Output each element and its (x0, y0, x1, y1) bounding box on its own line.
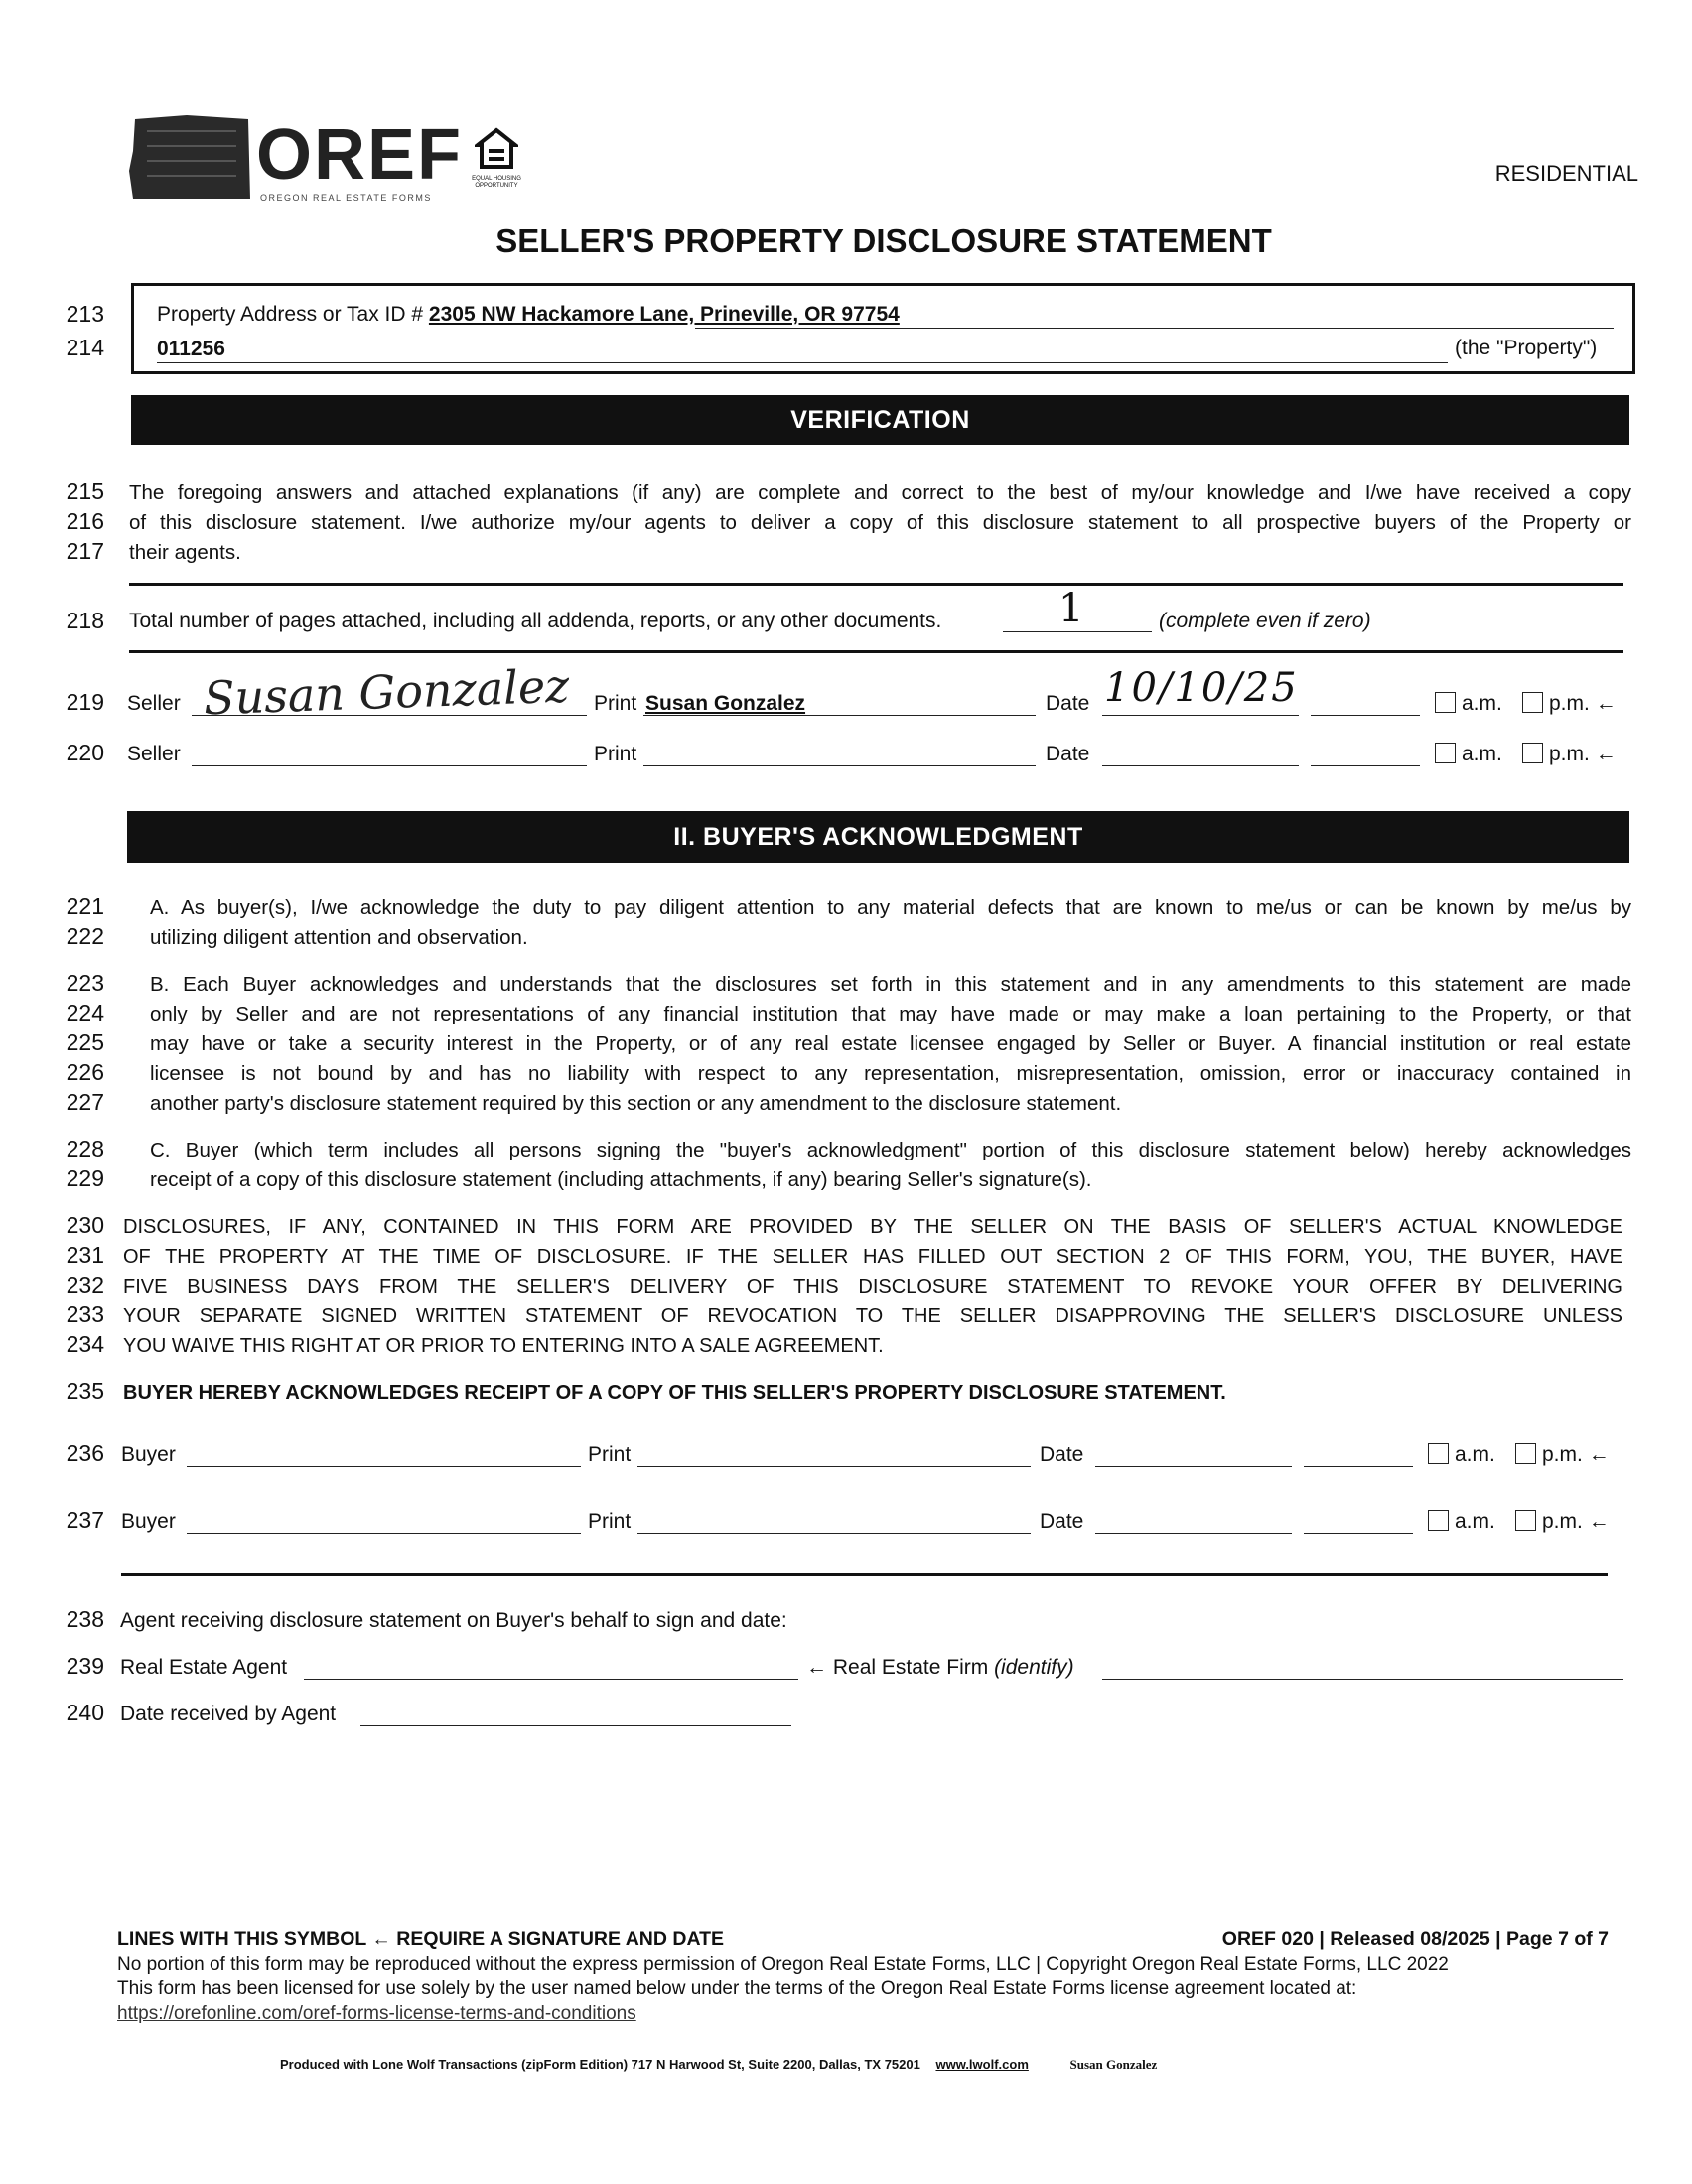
divider (121, 1573, 1608, 1576)
seller-label: Seller (127, 743, 181, 765)
property-suffix: (the "Property") (1455, 337, 1598, 359)
pages-note: (complete even if zero) (1159, 610, 1371, 632)
disclosure-caps-text: FIVE BUSINESS DAYS FROM THE SELLER'S DELIVERY OF THIS DISCLOSURE STATEMENT TO REVOKE YOUR OFFER BY DELIVERING (123, 1276, 1622, 1297)
seller-print-value[interactable]: Susan Gonzalez (645, 692, 806, 715)
line-number: 213 (66, 301, 104, 327)
line-number: 220 (66, 740, 104, 765)
property-tax-id[interactable]: 011256 (157, 338, 225, 360)
arrow-icon: ← (806, 1656, 827, 1679)
verification-text: The foregoing answers and attached explanations (if any) are complete and correct to the best of my/our knowledge and I/we have received a copy (129, 481, 1631, 504)
pm-checkbox[interactable]: p.m. ← (1522, 743, 1617, 766)
line-number: 217 (66, 538, 104, 564)
footer-form-id: OREF 020 | Released 08/2025 | Page 7 of 7 (1221, 1928, 1609, 1950)
line-number: 222 (66, 923, 104, 949)
para-a-text: A. As buyer(s), I/we acknowledge the duty to pay diligent attention to any material defects that are known to me/us or can be known by me/us by (150, 896, 1631, 919)
line-number: 229 (66, 1165, 104, 1191)
footer-symbol-note: LINES WITH THIS SYMBOL ← REQUIRE A SIGNATURE AND DATE (117, 1928, 725, 1950)
line-number: 240 (66, 1700, 104, 1725)
logo-subtext: OREGON REAL ESTATE FORMS (260, 193, 432, 203)
property-label: Property Address or Tax ID # 2305 NW Hackamore Lane, Prineville, OR 97754 (157, 303, 900, 326)
footer-copyright: No portion of this form may be reproduced without the express permission of Oregon Real Estate Forms, LLC | Copyright Oregon Real Estate Forms, LLC 2022 (117, 1954, 1449, 1975)
line-number: 214 (66, 335, 104, 360)
am-checkbox[interactable]: a.m. (1435, 743, 1502, 766)
checkbox-icon (1428, 1443, 1449, 1464)
page-title: SELLER'S PROPERTY DISCLOSURE STATEMENT (495, 222, 1272, 259)
line-number: 235 (66, 1378, 104, 1404)
seller-signature: Susan Gonzalez (203, 658, 571, 726)
logo-wordmark: OREF (256, 115, 464, 195)
am-checkbox[interactable]: a.m. (1428, 1443, 1495, 1467)
checkbox-icon (1428, 1510, 1449, 1531)
divider (129, 583, 1623, 586)
buyer-label: Buyer (121, 1510, 176, 1533)
arrow-icon: ← (1595, 692, 1617, 715)
footer-licensee: Susan Gonzalez (1069, 2057, 1158, 2072)
line-number: 238 (66, 1606, 104, 1632)
equal-housing-text: EQUAL HOUSING OPPORTUNITY (472, 176, 521, 189)
buyer-label: Buyer (121, 1443, 176, 1466)
seller-time-field[interactable] (1311, 715, 1420, 716)
line-number: 226 (66, 1059, 104, 1085)
buyer-signature-field[interactable] (187, 1466, 581, 1467)
seller-date-field[interactable] (1102, 715, 1299, 716)
line-number: 237 (66, 1507, 104, 1533)
line-number: 216 (66, 508, 104, 534)
disclosure-caps-text: YOUR SEPARATE SIGNED WRITTEN STATEMENT OF REVOCATION TO THE SELLER DISAPPROVING THE SELLER'S DISCLOSURE UNLESS (123, 1305, 1622, 1327)
para-c-text: receipt of a copy of this disclosure statement (including attachments, if any) bearing Seller's signature(s). (150, 1168, 1092, 1191)
buyer-time-field[interactable] (1304, 1466, 1413, 1467)
print-label: Print (594, 692, 637, 715)
pages-label: Total number of pages attached, including all addenda, reports, or any other documents. (129, 610, 942, 632)
seller-time-field[interactable] (1311, 765, 1420, 766)
agent-intro: Agent receiving disclosure statement on Buyer's behalf to sign and date: (120, 1609, 787, 1632)
print-label: Print (588, 1510, 632, 1533)
arrow-icon: ← (1588, 1443, 1610, 1466)
line-number: 231 (66, 1242, 104, 1268)
pages-field[interactable] (1003, 631, 1152, 632)
footer-produced-link[interactable]: www.lwolf.com (935, 2057, 1029, 2072)
checkbox-icon (1435, 743, 1456, 763)
line-number: 228 (66, 1136, 104, 1161)
footer-produced-by: Produced with Lone Wolf Transactions (zipForm Edition) 717 N Harwood St, Suite 2200, Dallas, TX 75201 www.lwolf.com Susan Gonzalez (280, 2057, 1158, 2072)
line-number: 221 (66, 893, 104, 919)
arrow-icon: ← (1595, 743, 1617, 765)
agent-date-label: Date received by Agent (120, 1703, 337, 1725)
print-label: Print (588, 1443, 632, 1466)
receipt-text: BUYER HEREBY ACKNOWLEDGES RECEIPT OF A COPY OF THIS SELLER'S PROPERTY DISCLOSURE STATEMENT. (123, 1382, 1226, 1404)
buyer-date-field[interactable] (1095, 1533, 1292, 1534)
seller-print-field[interactable] (643, 765, 1036, 766)
line-number: 234 (66, 1331, 104, 1357)
equal-housing-icon (475, 127, 518, 171)
disclosure-caps-text: DISCLOSURES, IF ANY, CONTAINED IN THIS FORM ARE PROVIDED BY THE SELLER ON THE BASIS OF SELLER'S ACTUAL KNOWLEDGE (123, 1216, 1622, 1238)
equal-housing-logo (467, 127, 526, 190)
tax-id-underline (157, 362, 1448, 363)
divider (129, 650, 1623, 653)
date-label: Date (1040, 1443, 1084, 1466)
pm-checkbox[interactable]: p.m. ← (1522, 692, 1617, 716)
form-type: RESIDENTIAL (1494, 161, 1638, 186)
footer-license-link[interactable]: https://orefonline.com/oref-forms-license-terms-and-conditions (117, 2003, 636, 2024)
line-number: 215 (66, 478, 104, 504)
am-checkbox[interactable]: a.m. (1428, 1510, 1495, 1534)
para-b-text: only by Seller and are not representations of any financial institution that may have made or may make a loan pertaining to the Property, or that (150, 1003, 1631, 1025)
pages-value[interactable]: 1 (1058, 586, 1084, 631)
date-label: Date (1046, 692, 1090, 715)
para-c-text: C. Buyer (which term includes all persons signing the "buyer's acknowledgment" portion of this disclosure statement below) hereby acknowledges (150, 1139, 1631, 1161)
buyer-signature-field[interactable] (187, 1533, 581, 1534)
seller-date-field[interactable] (1102, 765, 1299, 766)
line-number: 236 (66, 1440, 104, 1466)
property-box (131, 283, 1635, 374)
para-b-text: another party's disclosure statement required by this section or any amendment to the disclosure statement. (150, 1092, 1122, 1115)
line-number: 225 (66, 1029, 104, 1055)
pm-checkbox[interactable]: p.m. ← (1515, 1510, 1610, 1534)
verification-text: their agents. (129, 541, 241, 564)
seller-date-value[interactable]: 10/10/25 (1104, 665, 1299, 711)
para-b-text: B. Each Buyer acknowledges and understands that the disclosures set forth in this statement and in any amendments to this statement are made (150, 973, 1631, 996)
verification-text: of this disclosure statement. I/we authorize my/our agents to deliver a copy of this disclosure statement to all prospective buyers of the Property or (129, 511, 1631, 534)
address-underline (695, 328, 1614, 329)
buyer-print-field[interactable] (637, 1533, 1031, 1534)
seller-label: Seller (127, 692, 181, 715)
firm-label: ← Real Estate Firm (identify) (806, 1656, 1074, 1679)
para-b-text: licensee is not bound by and has no liability with respect to any representation, misrepresentation, omission, error or inaccuracy contained in (150, 1062, 1631, 1085)
checkbox-icon (1515, 1510, 1536, 1531)
checkbox-icon (1522, 692, 1543, 713)
buyer-ack-heading: II. BUYER'S ACKNOWLEDGMENT (127, 811, 1629, 863)
line-number: 233 (66, 1301, 104, 1327)
buyer-date-field[interactable] (1095, 1466, 1292, 1467)
property-address[interactable]: 2305 NW Hackamore Lane, Prineville, OR 97754 (428, 303, 900, 326)
verification-heading: VERIFICATION (131, 395, 1629, 445)
date-label: Date (1040, 1510, 1084, 1533)
checkbox-icon (1522, 743, 1543, 763)
disclosure-caps-text: YOU WAIVE THIS RIGHT AT OR PRIOR TO ENTERING INTO A SALE AGREEMENT. (123, 1335, 884, 1357)
disclosure-caps-text: OF THE PROPERTY AT THE TIME OF DISCLOSURE. IF THE SELLER HAS FILLED OUT SECTION 2 OF THIS FORM, YOU, THE BUYER, HAVE (123, 1246, 1622, 1268)
line-number: 218 (66, 608, 104, 633)
checkbox-icon (1435, 692, 1456, 713)
buyer-time-field[interactable] (1304, 1533, 1413, 1534)
line-number: 223 (66, 970, 104, 996)
pm-checkbox[interactable]: p.m. ← (1515, 1443, 1610, 1467)
line-number: 230 (66, 1212, 104, 1238)
para-a-text: utilizing diligent attention and observation. (150, 926, 528, 949)
am-checkbox[interactable]: a.m. (1435, 692, 1502, 716)
buyer-print-field[interactable] (637, 1466, 1031, 1467)
agent-signature-field[interactable] (304, 1679, 798, 1680)
line-number: 232 (66, 1272, 104, 1297)
footer-license: This form has been licensed for use solely by the user named below under the terms of the Oregon Real Estate Forms license agreement located at: (117, 1979, 1357, 1999)
agent-label: Real Estate Agent (120, 1656, 288, 1679)
date-label: Date (1046, 743, 1090, 765)
agent-date-field[interactable] (360, 1725, 791, 1726)
firm-field[interactable] (1102, 1679, 1623, 1680)
oregon-map-icon (127, 111, 256, 201)
seller-signature-field[interactable] (192, 765, 587, 766)
para-b-text: may have or take a security interest in the Property, or of any real estate licensee engaged by Seller or Buyer. A financial institution or real estate (150, 1032, 1631, 1055)
line-number: 219 (66, 689, 104, 715)
print-label: Print (594, 743, 637, 765)
checkbox-icon (1515, 1443, 1536, 1464)
line-number: 239 (66, 1653, 104, 1679)
arrow-icon: ← (1588, 1510, 1610, 1533)
line-number: 224 (66, 1000, 104, 1025)
line-number: 227 (66, 1089, 104, 1115)
